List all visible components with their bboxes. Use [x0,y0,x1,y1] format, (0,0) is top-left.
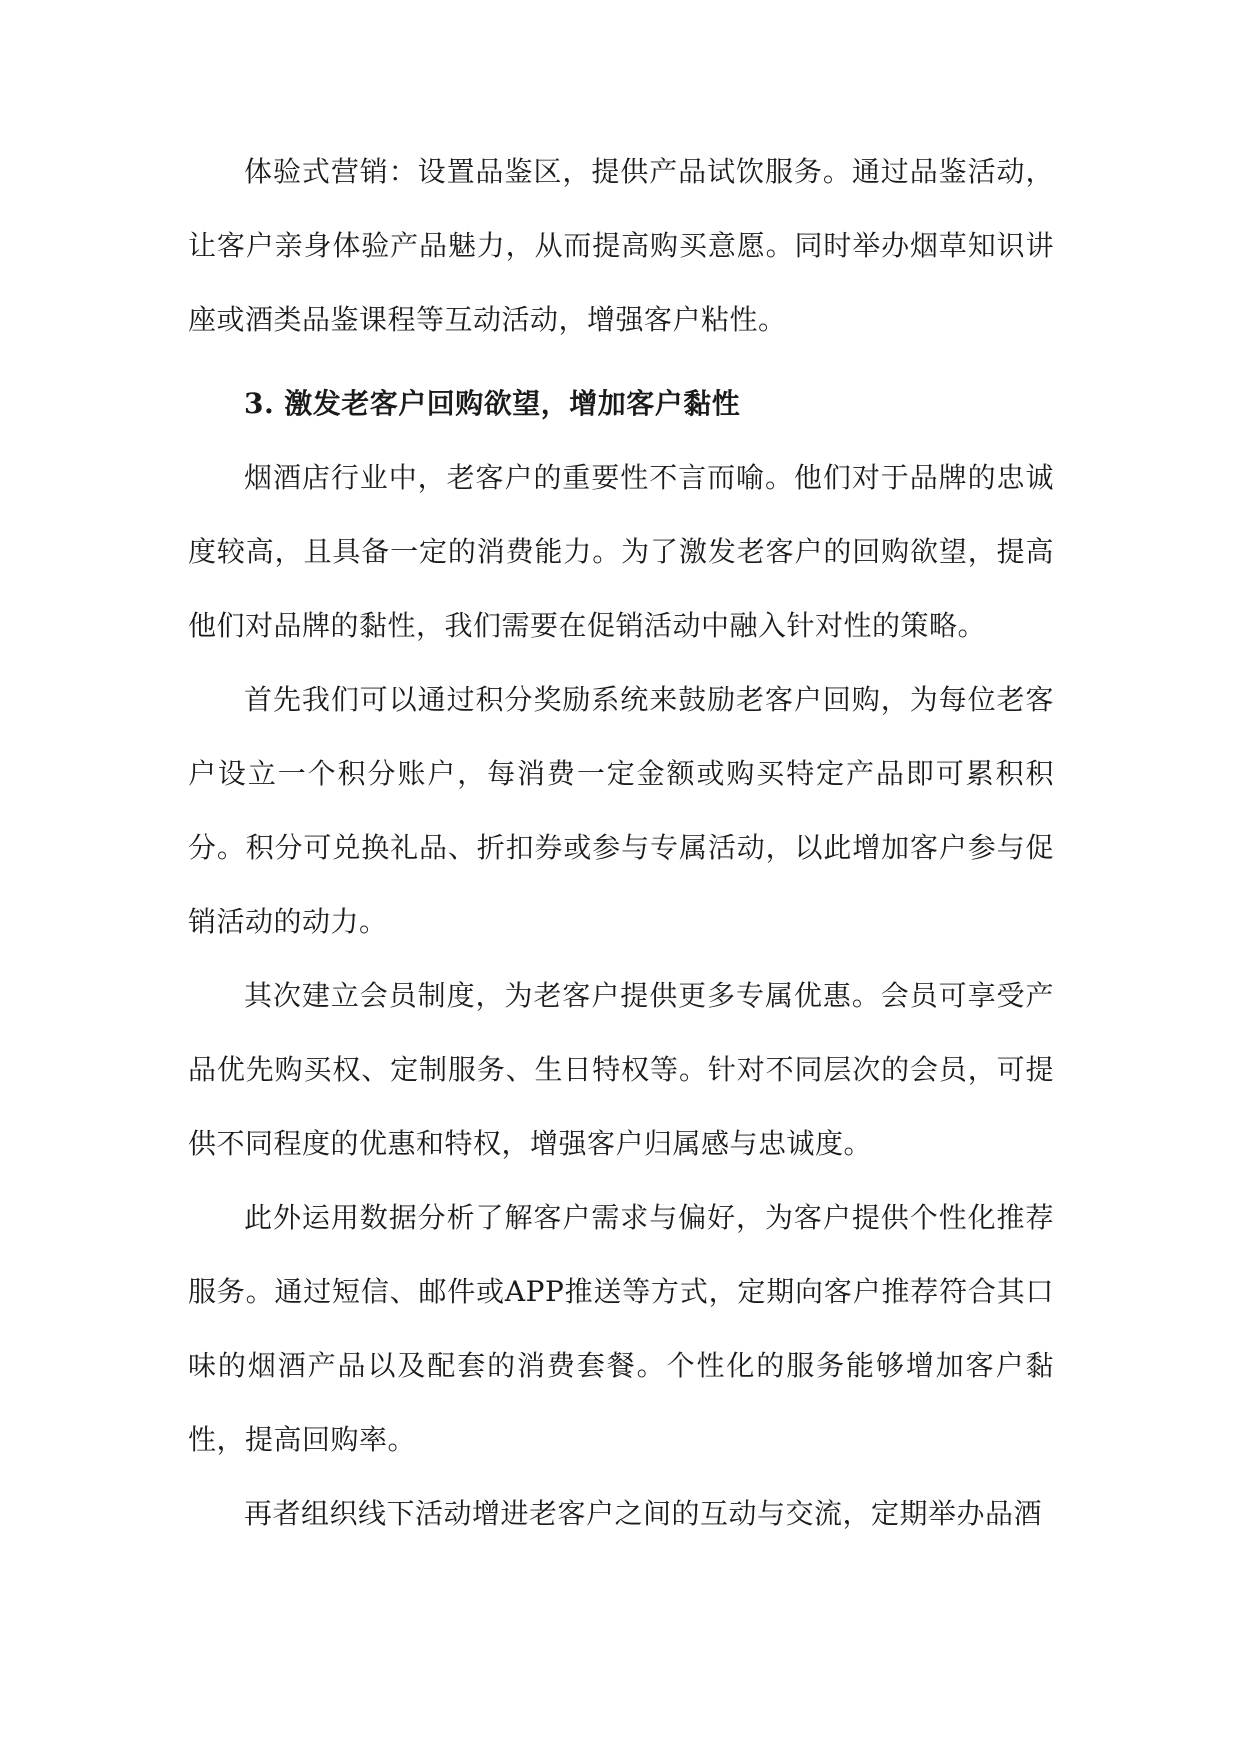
section-number: 3. [244,387,275,420]
paragraph-offline-events: 再者组织线下活动增进老客户之间的互动与交流，定期举办品酒 [244,1497,1043,1530]
paragraph-experiential-marketing: 体验式营销：设置品鉴区，提供产品试饮服务。通过品鉴活动，让客户亲身体验产品魅力，从而提高购买意愿。同时举办烟草知识讲座或酒类品鉴课程等互动活动，增强客户粘性。 [188,155,1054,336]
document-body [188,135,1054,1551]
paragraph-data-analysis: 此外运用数据分析了解客户需求与偏好，为客户提供个性化推荐服务。通过短信、邮件或APP推送等方式，定期向客户推荐符合其口味的烟酒产品以及配套的消费套餐。个性化的服务能够增加客户黏性，提高回购率。 [188,1201,1054,1456]
paragraph-points-system: 首先我们可以通过积分奖励系统来鼓励老客户回购，为每位老客户设立一个积分账户，每消费一定金额或购买特定产品即可累积积分。积分可兑换礼品、折扣券或参与专属活动，以此增加客户参与促销活动的动力。 [188,683,1054,938]
section-title: 激发老客户回购欲望，增加客户黏性 [284,387,741,420]
paragraph-membership: 其次建立会员制度，为老客户提供更多专属优惠。会员可享受产品优先购买权、定制服务、生日特权等。针对不同层次的会员，可提供不同程度的优惠和特权，增强客户归属感与忠诚度。 [188,979,1054,1160]
section-heading [188,367,1054,441]
paragraph-loyal-customers: 烟酒店行业中，老客户的重要性不言而喻。他们对于品牌的忠诚度较高，且具备一定的消费能力。为了激发老客户的回购欲望，提高他们对品牌的黏性，我们需要在促销活动中融入针对性的策略。 [188,461,1054,642]
